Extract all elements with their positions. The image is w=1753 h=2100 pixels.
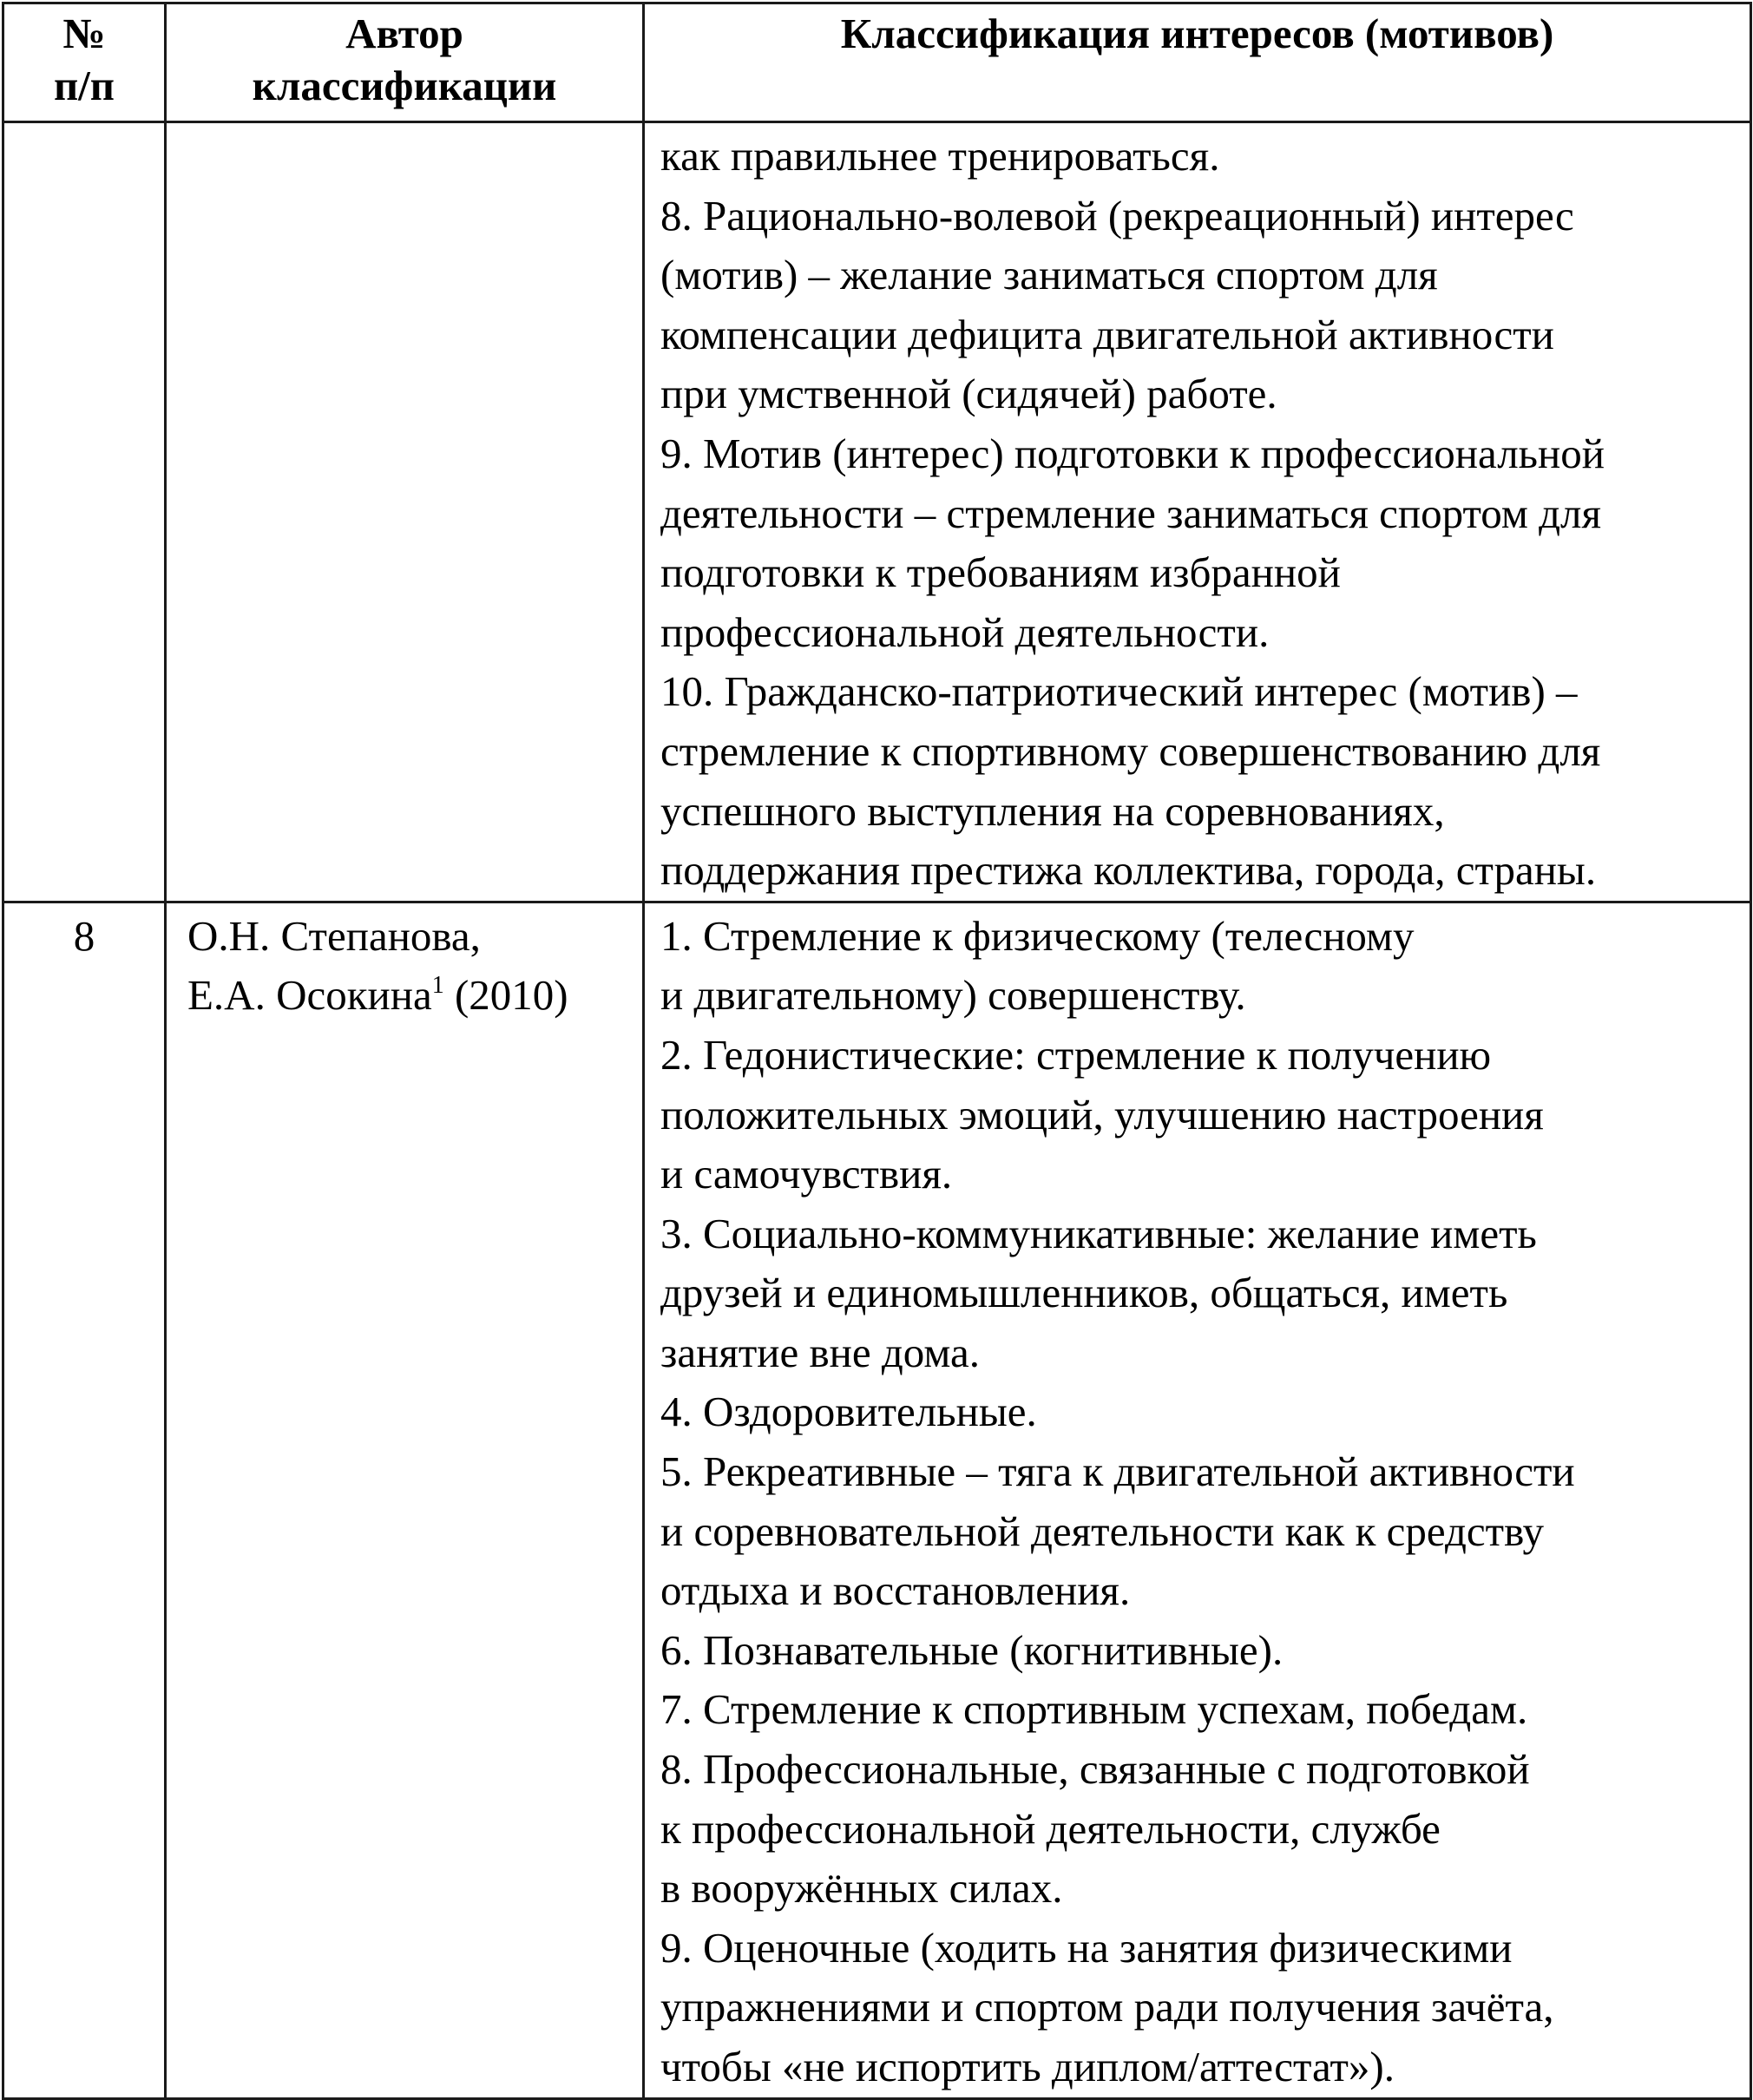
classification-line: компенсации дефицита двигательной активности	[660, 310, 1554, 358]
classification-line: 6. Познавательные (когнитивные).	[660, 1625, 1284, 1674]
header-num-line: п/п	[53, 62, 115, 109]
table-header-row	[3, 3, 1751, 122]
header-author	[166, 3, 644, 122]
classification-line: друзей и единомышленников, общаться, иметь	[660, 1269, 1508, 1317]
author-line	[187, 966, 642, 1026]
author-year: (2010)	[443, 971, 568, 1020]
classification-line: занятие вне дома.	[660, 1328, 981, 1376]
classification-line: профессиональной деятельности.	[660, 607, 1270, 656]
classification-line: как правильнее тренироваться.	[660, 132, 1220, 180]
table-row	[3, 902, 1751, 2098]
classification-line: поддержания престижа коллектива, города, страны.	[660, 846, 1597, 895]
classification-line: подготовки к требованиям избранной	[660, 548, 1341, 597]
header-num	[3, 3, 166, 122]
classification-line: упражнениями и спортом ради получения зачёта,	[660, 1983, 1554, 2031]
row-number: 8	[3, 902, 166, 2098]
classification-line: 8. Рационально-волевой (рекреационный) интерес	[660, 191, 1574, 240]
header-classification	[644, 3, 1751, 122]
classification-line: чтобы «не испортить диплом/аттестат»).	[660, 2043, 1395, 2090]
classification-line: к профессиональной деятельности, службе	[660, 1804, 1441, 1853]
header-num-line: №	[62, 10, 106, 57]
classification-line: и соревновательной деятельности как к средству	[660, 1506, 1545, 1555]
footnote-marker[interactable]: 1	[431, 971, 444, 999]
row-author	[166, 122, 644, 902]
classification-table	[2, 2, 1752, 2100]
author-line: О.Н. Степанова,	[187, 911, 481, 960]
row-number	[3, 122, 166, 902]
table-row	[3, 122, 1751, 902]
classification-line: 2. Гедонистические: стремление к получению	[660, 1030, 1492, 1079]
classification-line: и двигательному) совершенству.	[660, 971, 1246, 1020]
classification-line: 5. Рекреативные – тяга к двигательной активности	[660, 1447, 1575, 1496]
classification-line: (мотив) – желание заниматься спортом для	[660, 251, 1438, 299]
row-classification	[644, 902, 1751, 2098]
row-classification	[644, 122, 1751, 902]
classification-line: 7. Стремление к спортивным успехам, победам.	[660, 1685, 1528, 1734]
classification-line: успешного выступления на соревнованиях,	[660, 786, 1445, 835]
classification-line: 4. Оздоровительные.	[660, 1388, 1037, 1436]
classification-line: отдыха и восстановления.	[660, 1566, 1131, 1615]
classification-line: 9. Мотив (интерес) подготовки к профессиональной	[660, 429, 1605, 477]
classification-line: в вооружённых силах.	[660, 1864, 1063, 1913]
author-name: Е.А. Осокина	[187, 971, 432, 1020]
header-classification-line: Классификация интересов (мотивов)	[840, 10, 1554, 57]
classification-line: 3. Социально-коммуникативные: желание иметь	[660, 1209, 1537, 1257]
classification-line: деятельности – стремление заниматься спортом для	[660, 489, 1602, 537]
classification-line: положительных эмоций, улучшению настроения	[660, 1090, 1544, 1139]
classification-line: стремление к спортивному совершенствованию для	[660, 726, 1601, 775]
row-author	[166, 902, 644, 2098]
classification-line: при умственной (сидячей) работе.	[660, 370, 1277, 418]
classification-line: 10. Гражданско-патриотический интерес (мотив) –	[660, 667, 1578, 716]
classification-line: 8. Профессиональные, связанные с подготовкой	[660, 1745, 1530, 1794]
classification-line: и самочувствия.	[660, 1150, 953, 1198]
classification-line: 1. Стремление к физическому (телесному	[660, 911, 1415, 960]
classification-line: 9. Оценочные (ходить на занятия физическими	[660, 1923, 1513, 1972]
header-author-line: Автор	[345, 10, 463, 57]
header-author-line: классификации	[252, 62, 557, 109]
